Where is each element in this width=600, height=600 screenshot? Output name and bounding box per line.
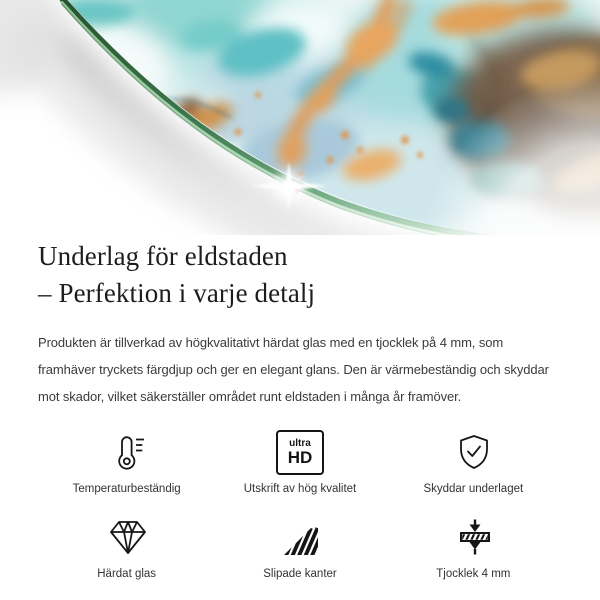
thickness-icon (453, 516, 493, 558)
feature-label: Utskrift av hög kvalitet (243, 483, 357, 495)
feature-protects-surface (387, 431, 560, 496)
feature-label: Temperaturbeständig (72, 483, 181, 495)
diamond-icon (107, 516, 147, 558)
glass-marble-image (0, 0, 600, 235)
thermometer-icon (107, 431, 147, 473)
title-line-2: – Perfektion i varje detalj (38, 278, 316, 308)
feature-label: Tjocklek 4 mm (436, 568, 511, 580)
ultra-hd-text-top: ultra (289, 437, 311, 449)
feature-thickness (387, 516, 560, 581)
ultra-hd-text-bottom: HD (287, 447, 313, 467)
ultra-hd-icon (276, 431, 324, 473)
feature-polished-edges (213, 516, 386, 581)
feature-grid (38, 431, 562, 581)
feature-label: Skyddar underlaget (423, 483, 524, 495)
page-title (38, 238, 562, 312)
feature-print-quality (213, 431, 386, 496)
feature-tempered-glass (40, 516, 213, 581)
product-intro-text: Produkten är tillverkad av högkvalitativt härdat glas med en tjocklek på 4 mm, som framhäver tryckets färgdjup och ger en elegant glans. Den är värmebeständig och skyddar mot skador, vilket säkerställer området runt eldstaden i många år framöver. (38, 335, 549, 404)
beveled-edges-icon (280, 516, 320, 558)
product-photo (0, 0, 600, 235)
shield-check-icon (453, 431, 493, 473)
product-description-section (0, 238, 600, 581)
feature-temperature (40, 431, 213, 496)
title-line-1: Underlag för eldstaden (38, 241, 288, 271)
feature-label: Härdat glas (97, 568, 157, 580)
feature-label: Slipade kanter (263, 568, 337, 580)
